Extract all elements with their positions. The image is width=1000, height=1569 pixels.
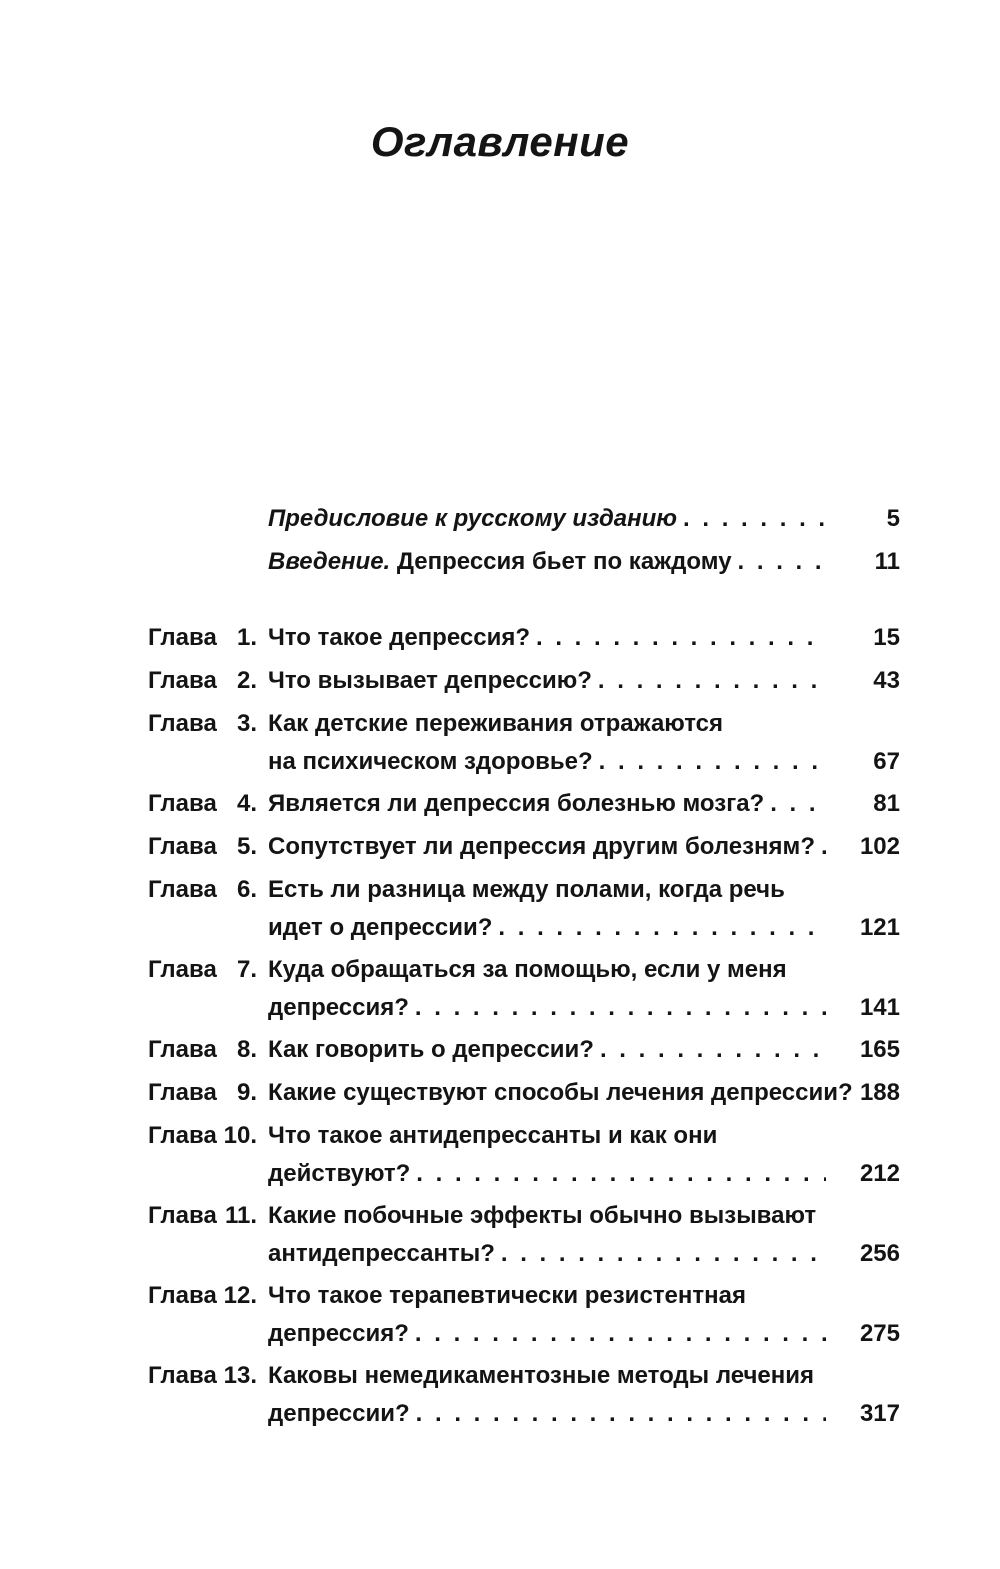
page-number: 102: [859, 833, 900, 860]
chapter-entry: [0, 1277, 1000, 1357]
chapter-title: [268, 871, 848, 947]
chapter-title-line: [268, 619, 826, 657]
front-matter-entry: [0, 500, 1000, 543]
chapter-list: [0, 619, 1000, 1437]
dot-leader: [764, 785, 826, 823]
chapter-title-text: Как говорить о депрессии?: [268, 1036, 594, 1063]
chapter-title-text: Что такое депрессия?: [268, 624, 530, 651]
chapter-entry: [0, 1074, 1000, 1117]
chapter-entry: [0, 871, 1000, 951]
dot-leader: [594, 1031, 826, 1069]
chapter-label: Глава: [148, 710, 217, 737]
entry-title-text: Депрессия бьет по каждому: [390, 548, 732, 575]
chapter-title-line: [268, 1074, 853, 1112]
dot-leader: [492, 909, 826, 947]
chapter-title-text: Является ли депрессия болезнью мозга?: [268, 790, 765, 817]
chapter-title-text: депрессия?: [268, 994, 409, 1021]
chapter-title-line: [268, 1315, 826, 1353]
chapter-title: [268, 705, 848, 781]
chapter-title-text: Сопутствует ли депрессия другим болезням?: [268, 833, 815, 860]
chapter-title-line: Есть ли разница между полами, когда речь: [268, 876, 785, 903]
chapter-number: 3.: [236, 710, 257, 737]
page-number: 15: [873, 624, 900, 651]
chapter-title-text: на психическом здоровье?: [268, 748, 593, 775]
chapter-entry: [0, 1117, 1000, 1197]
entry-title-line: [268, 500, 826, 538]
entry-title-italic: Введение.: [268, 548, 391, 575]
page-number: 43: [873, 667, 900, 694]
chapter-label: Глава: [148, 1036, 217, 1063]
dot-leader: [409, 989, 826, 1027]
chapter-number: 11.: [224, 1202, 257, 1229]
chapter-number: 1.: [236, 624, 257, 651]
page-title: Оглавление: [370, 118, 630, 165]
chapter-number: 13.: [223, 1362, 257, 1389]
chapter-number: 5.: [236, 833, 257, 860]
entry-title-italic: Предисловие к русскому изданию: [268, 505, 678, 532]
chapter-label: Глава: [148, 876, 217, 903]
chapter-label: Глава: [148, 1079, 217, 1106]
chapter-title: [268, 1357, 848, 1433]
chapter-title-text: антидепрессанты?: [268, 1240, 495, 1267]
front-matter-list: [0, 500, 1000, 586]
chapter-title-text: депрессия?: [268, 1320, 409, 1347]
chapter-title: [268, 951, 848, 1027]
chapter-number: 4.: [236, 790, 257, 817]
chapter-label: Глава: [148, 624, 217, 651]
chapter-title: [268, 828, 848, 866]
chapter-label: Глава: [148, 1362, 217, 1389]
chapter-number: 12.: [223, 1282, 257, 1309]
chapter-entry: [0, 785, 1000, 828]
chapter-number: 7.: [236, 956, 257, 983]
chapter-title: [268, 1197, 848, 1273]
chapter-title-line: [268, 909, 826, 947]
chapter-title-line: Что такое антидепрессанты и как они: [268, 1122, 718, 1149]
chapter-entry: [0, 828, 1000, 871]
chapter-label: Глава: [148, 956, 217, 983]
page-number: 256: [859, 1240, 900, 1267]
page-number: 121: [859, 914, 900, 941]
dot-leader: [592, 662, 826, 700]
chapter-number: 8.: [236, 1036, 257, 1063]
chapter-number: 2.: [236, 667, 257, 694]
chapter-title-line: [268, 743, 826, 781]
chapter-entry: [0, 619, 1000, 662]
chapter-title-line: [268, 1031, 826, 1069]
chapter-number: 9.: [236, 1079, 257, 1106]
chapter-title: [268, 1074, 853, 1112]
chapter-title: [268, 1031, 848, 1069]
entry-title: [268, 543, 848, 581]
chapter-label: Глава: [148, 833, 217, 860]
chapter-title-text: Какие существуют способы лечения депрессии?: [268, 1079, 853, 1106]
chapter-label: Глава: [148, 1202, 217, 1229]
chapter-title-line: [268, 989, 826, 1027]
dot-leader: [732, 543, 826, 581]
dot-leader: [410, 1395, 826, 1433]
chapter-title-line: Что такое терапевтически резистентная: [268, 1282, 746, 1309]
dot-leader: [593, 743, 826, 781]
chapter-title: [268, 619, 848, 657]
dot-leader: [677, 500, 826, 538]
chapter-title: [268, 1117, 848, 1193]
chapter-title-text: Что вызывает депрессию?: [268, 667, 592, 694]
chapter-title-line: Как детские переживания отражаются: [268, 710, 723, 737]
chapter-entry: [0, 951, 1000, 1031]
page-number: 165: [859, 1036, 900, 1063]
chapter-number: 6.: [236, 876, 257, 903]
chapter-title: [268, 785, 848, 823]
page-number: 275: [859, 1320, 900, 1347]
chapter-title-text: действуют?: [268, 1160, 411, 1187]
page-number: 188: [859, 1079, 900, 1106]
dot-leader: [409, 1315, 826, 1353]
page-number: 317: [859, 1400, 900, 1427]
chapter-label: Глава: [148, 667, 217, 694]
chapter-entry: [0, 705, 1000, 785]
chapter-title-text: идет о депрессии?: [268, 914, 493, 941]
chapter-title-line: Каковы немедикаментозные методы лечения: [268, 1362, 815, 1389]
dot-leader: [495, 1235, 826, 1273]
chapter-title-line: [268, 785, 826, 823]
front-matter-entry: [0, 543, 1000, 586]
page-number: 5: [886, 505, 900, 532]
chapter-entry: [0, 662, 1000, 705]
chapter-entry: [0, 1197, 1000, 1277]
chapter-label: Глава: [148, 1122, 217, 1149]
page-number: 81: [873, 790, 900, 817]
chapter-number: 10.: [223, 1122, 257, 1149]
chapter-entry: [0, 1031, 1000, 1074]
chapter-title-line: [268, 1235, 826, 1273]
chapter-title: [268, 662, 848, 700]
chapter-title-line: [268, 1155, 826, 1193]
chapter-title-line: [268, 1395, 826, 1433]
page-number: 67: [873, 748, 900, 775]
chapter-title-line: [268, 828, 826, 866]
chapter-title: [268, 1277, 848, 1353]
entry-title-line: [268, 543, 826, 581]
chapter-entry: [0, 1357, 1000, 1437]
chapter-title-line: Куда обращаться за помощью, если у меня: [268, 956, 787, 983]
page-number: 141: [859, 994, 900, 1021]
chapter-title-text: депрессии?: [268, 1400, 410, 1427]
dot-leader: [410, 1155, 826, 1193]
table-of-contents: [0, 500, 1000, 1437]
page-number: 212: [859, 1160, 900, 1187]
page-number: 11: [874, 548, 900, 575]
chapter-label: Глава: [148, 790, 217, 817]
chapter-title-line: [268, 662, 826, 700]
chapter-label: Глава: [148, 1282, 217, 1309]
dot-leader: [530, 619, 826, 657]
chapter-title-line: Какие побочные эффекты обычно вызывают: [268, 1202, 817, 1229]
entry-title: [268, 500, 848, 538]
